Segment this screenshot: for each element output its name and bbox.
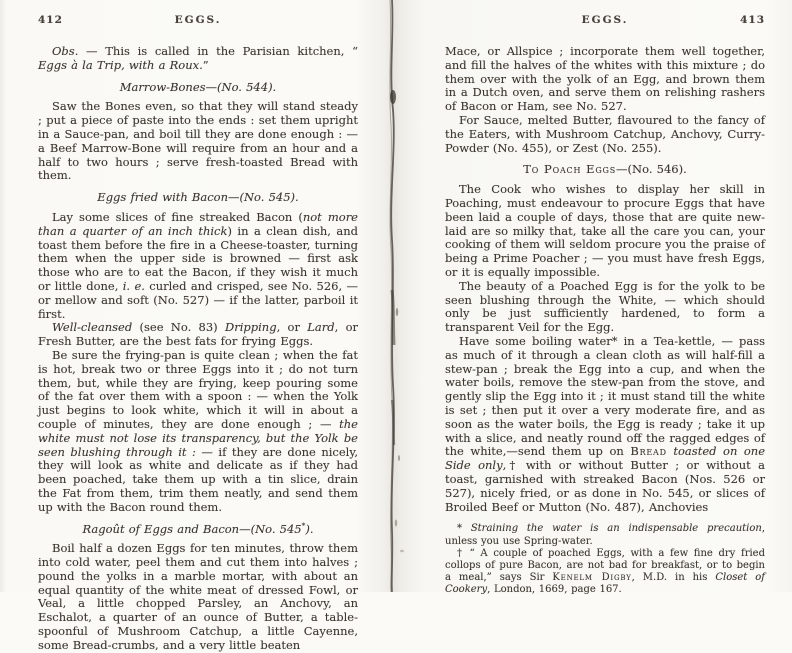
text-segment: Bread <box>630 444 667 459</box>
page-number-left: 412 <box>38 14 63 26</box>
text-segment: , or Fresh Butter, are the best fats for frying Eggs. <box>38 320 359 349</box>
page-right <box>396 0 792 596</box>
section-heading <box>38 520 358 537</box>
text-segment: not more than a quarter of an inch thick <box>38 209 358 238</box>
text-segment: i. e. <box>122 278 145 293</box>
footnote <box>445 548 765 597</box>
running-title-left: EGGS. <box>174 14 222 26</box>
text-segment: — if they are done nicely, they will look as white and delicate as if they had been poached, take them up with a tin slice, drain the Fat from them, trim them neatly, and send them up with the Bacon round them. <box>38 444 358 514</box>
footnote <box>445 523 765 547</box>
text-segment: Obs. <box>52 44 79 58</box>
text-segment: Marrow-Bones—(No. 544). <box>119 79 277 94</box>
paragraph <box>38 211 358 321</box>
text-segment: Ragoût of Eggs and Bacon—(No. 545 <box>82 521 302 536</box>
paragraph <box>445 280 765 335</box>
section-heading <box>445 163 765 177</box>
paragraph <box>38 100 358 183</box>
text-segment: ) in a clean dish, and toast them before the fire in a Cheese-toaster, turning them when the upper side is browned — first ask those who are to eat the Bacon, if they wish it much or little done, <box>38 223 358 293</box>
text-segment: To Poach Eggs <box>523 162 617 177</box>
text-segment: , M.D. in his <box>631 572 716 584</box>
paragraph <box>38 45 358 73</box>
text-segment: Lay some slices of fine streaked Bacon ( <box>52 209 303 224</box>
text-segment: —(No. 546). <box>616 162 687 177</box>
text-segment: — This is called in the Parisian kitchen, “ <box>78 44 358 58</box>
text-segment: * <box>457 523 471 535</box>
text-segment: the white must not lose its transparency, but the Yolk be seen blushing through it : <box>38 416 358 459</box>
text-segment: Boil half a dozen Eggs for ten minutes, throw them into cold water, peel them and cut them into halves ; pound the yolks in a marble mortar, with about an equal quantity of the white meat of dressed Fowl, or Veal, a little chopped Parsley, an Anchovy, an Eschalot, a quarter of an ounce of Butter, a table-spoonful of Mushroom Catchup, a little Cayenne, some Bread-crumbs, and a very little beaten <box>38 541 358 652</box>
text-segment: toasted on one Side only <box>445 444 766 473</box>
running-title-right: EGGS. <box>581 14 629 26</box>
text-segment: ,† with or without Butter ; or without a toast, garnished with streaked Bacon (Nos. 526 or 527), nicely fried, or as done in No. 545, or slices of Broiled Beef or Mutton (No. 487), Anchovies <box>445 458 765 514</box>
text-segment: , unless you use Spring-water. <box>445 523 765 547</box>
text-segment: The Cook who wishes to display her skill in Poaching, must endeavour to procure Eggs that have been laid a couple of days, those that are quite new-laid are so milky that, take all the care you can, your cooking of them will seldom procure you the praise of being a Prime Poacher ; — you must have fresh Eggs, or it is equally impossible. <box>445 182 765 279</box>
text-segment: Mace, or Allspice ; incorporate them well together, and fill the halves of the whites with this mixture ; do them over with the yolk of an Egg, and brown them in a Dutch oven, and serve them on relishing rashers of Bacon or Ham, see No. 527. <box>445 44 765 114</box>
text-segment: Closet of Cookery <box>445 572 765 596</box>
paragraph <box>445 335 765 514</box>
page-left <box>0 0 396 652</box>
text-segment: The beauty of a Poached Egg is for the yolk to be seen blushing through the White, — which should only be just sufficiently hardened, to form a transparent Veil for the Egg. <box>445 278 765 335</box>
running-header-right <box>445 14 765 28</box>
page-body-right <box>445 45 765 514</box>
text-segment: Dripping <box>224 320 277 335</box>
text-segment: Straining the water is an indispensable precaution <box>470 523 762 535</box>
text-segment: ). <box>305 521 314 536</box>
text-segment: (see No. 83) <box>132 320 225 335</box>
paragraph <box>445 114 765 155</box>
text-segment: Kenelm Digby <box>552 572 632 584</box>
text-segment: * <box>301 520 306 530</box>
paragraph <box>445 183 765 280</box>
paragraph <box>445 45 765 114</box>
text-segment: ” <box>202 57 209 72</box>
text-segment: For Sauce, melted Butter, flavoured to the fancy of the Eaters, with Mushroom Catchup, Anchovy, Curry-Powder (No. 455), or Zest (No. 255). <box>445 112 765 155</box>
section-heading <box>38 191 358 205</box>
paragraph <box>38 321 358 349</box>
text-segment: Saw the Bones even, so that they will stand steady ; put a piece of paste into the ends : set them upright in a Sauce-pan, and boil till they are done enough : — a Beef Marrow-Bone will require from an hour and a half to two hours ; serve fresh-toasted Bread with them. <box>38 99 358 183</box>
page-body-left <box>38 45 358 653</box>
text-segment: Have some boiling water* in a Tea-kettle, — pass as much of it through a clean cloth as will half-fill a stew-pan ; break the Egg into a cup, and when the water boils, remove the stew-pan from the stove, and gently slip the Egg into it ; it must stand till the white is set ; then put it over a very moderate fire, and as soon as the water boils, the Egg is ready ; take it up with a slice, and neatly round off the ragged edges of the white,—send them up on <box>445 333 765 459</box>
paragraph <box>38 542 358 652</box>
text-segment: Lard <box>307 320 335 335</box>
text-segment: † “ A couple of poached Eggs, with a few fine dry fried collops of pure Bacon, are not bad for breakfast, or to begin a meal,” says Sir <box>445 547 765 584</box>
text-segment: Well-cleansed <box>52 320 133 335</box>
text-segment: Eggs à la Trip, with a Roux. <box>38 57 203 72</box>
running-header-left <box>38 14 358 28</box>
text-segment: , London, 1669, page 167. <box>487 584 622 596</box>
text-segment: Eggs fried with Bacon—(No. 545). <box>97 190 299 205</box>
text-segment: curled and crisped, see No. 526, — or mellow and soft (No. 527) — if the latter, parboil it first. <box>38 278 359 321</box>
paragraph <box>38 349 358 515</box>
text-segment: , or <box>276 320 308 335</box>
page-number-right: 413 <box>740 14 765 26</box>
text-segment: Be sure the frying-pan is quite clean ; when the fat is hot, break two or three Eggs into it ; do not turn them, but, while they are frying, keep pouring some of the fat over them with a spoon : — when the Yolk just begins to look white, which it will in about a couple of minutes, they are done enough ; — <box>38 347 358 431</box>
footnotes <box>445 523 765 596</box>
section-heading <box>38 81 358 95</box>
